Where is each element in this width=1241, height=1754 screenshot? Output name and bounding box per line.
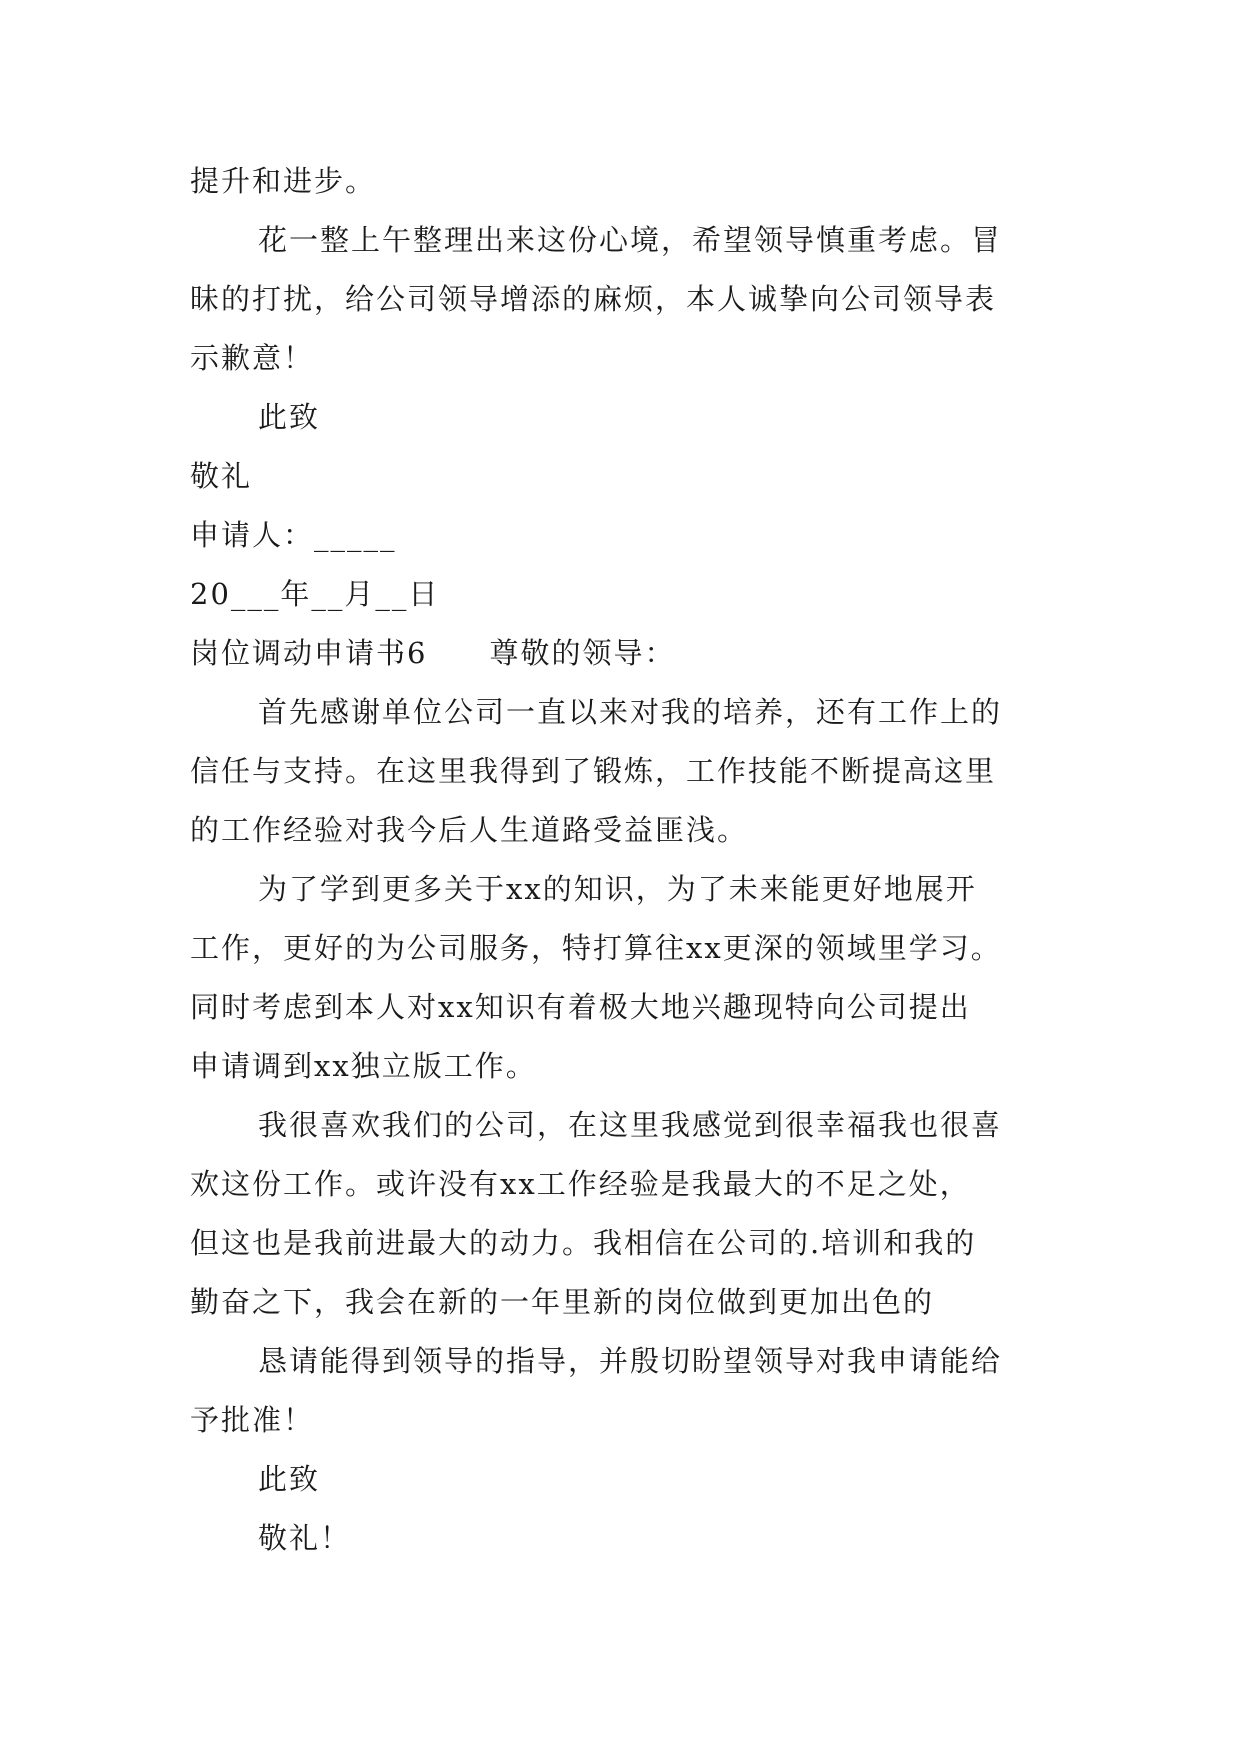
paragraph-first-line: 为了学到更多关于xx的知识，为了未来能更好地展开 <box>258 872 977 906</box>
paragraph-first-line: 花一整上午整理出来这份心境，希望领导慎重考虑。冒 <box>258 223 1003 257</box>
closing-salutation: 此致 <box>258 400 321 434</box>
closing-salutation: 此致 <box>258 1462 321 1496</box>
paragraph-first-line: 我很喜欢我们的公司，在这里我感觉到很幸福我也很喜 <box>258 1108 1003 1142</box>
text-line: 同时考虑到本人对xx知识有着极大地兴趣现特向公司提出 <box>190 990 971 1024</box>
text-line: 但这也是我前进最大的动力。我相信在公司的.培训和我的 <box>190 1226 977 1260</box>
text-line: 欢这份工作。或许没有xx工作经验是我最大的不足之处， <box>190 1167 971 1201</box>
text-line: 申请调到xx独立版工作。 <box>190 1049 537 1083</box>
section-heading: 岗位调动申请书6 尊敬的领导： <box>190 636 676 670</box>
text-line: 昧的打扰，给公司领导增添的麻烦，本人诚挚向公司领导表 <box>190 282 997 316</box>
closing-regards: 敬礼 <box>190 459 253 493</box>
text-line: 示歉意！ <box>190 341 315 375</box>
paragraph-first-line: 首先感谢单位公司一直以来对我的培养，还有工作上的 <box>258 695 1003 729</box>
text-line: 工作，更好的为公司服务，特打算往xx更深的领域里学习。 <box>190 931 1002 965</box>
paragraph-first-line: 恳请能得到领导的指导，并殷切盼望领导对我申请能给 <box>258 1344 1003 1378</box>
closing-regards: 敬礼！ <box>258 1521 352 1555</box>
text-line: 予批准！ <box>190 1403 315 1437</box>
text-line: 勤奋之下，我会在新的一年里新的岗位做到更加出色的 <box>190 1285 935 1319</box>
date-line: 20___年__月__日 <box>190 577 440 611</box>
text-line: 的工作经验对我今后人生道路受益匪浅。 <box>190 813 749 847</box>
text-line: 信任与支持。在这里我得到了锻炼，工作技能不断提高这里 <box>190 754 997 788</box>
applicant-line: 申请人：_____ <box>190 518 397 552</box>
text-line: 提升和进步。 <box>190 164 377 198</box>
